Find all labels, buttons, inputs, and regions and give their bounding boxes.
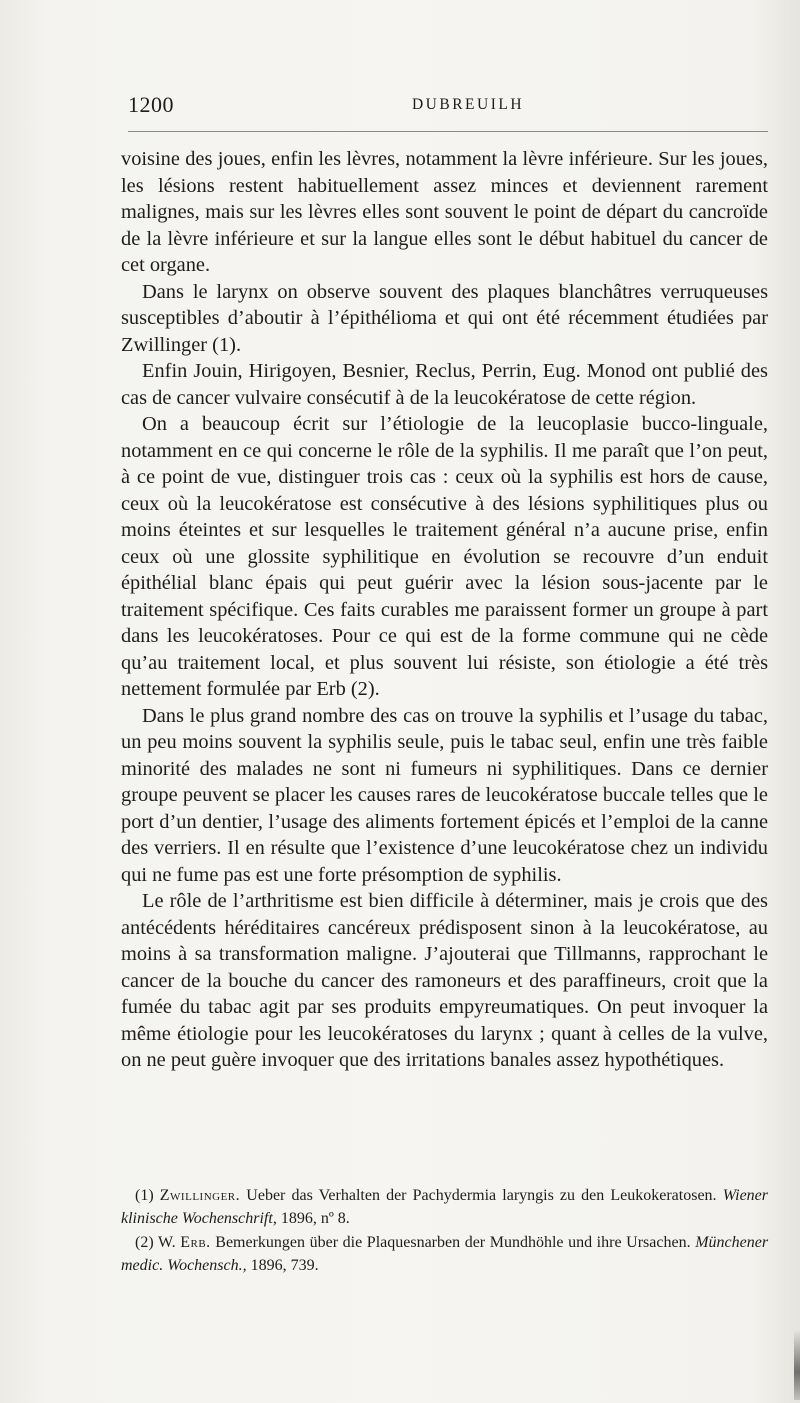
paragraph: voisine des joues, enfin les lèvres, notamment la lèvre inférieure. Sur les joues, les lésions restent habituellement assez minces et deviennent rarement malignes, mais sur les lèvres elles sont souvent le point de départ du cancroïde de la lèvre inférieure et sur la langue elles sont le début habituel du cancer de cet organe.	[121, 148, 768, 276]
page-header	[128, 92, 768, 122]
paragraph: Enfin Jouin, Hirigoyen, Besnier, Reclus, Perrin, Eug. Monod ont publié des cas de cancer vulvaire consécutif à de la leucokératose de cette région.	[121, 360, 768, 409]
footnote-marker: (2)	[135, 1234, 154, 1251]
page-number: 1200	[128, 92, 174, 117]
footnote-title: Ueber das Verhalten der Pachydermia laryngis zu den Leukokeratosen.	[246, 1187, 717, 1204]
footnotes	[121, 1184, 768, 1278]
footnote-journal: Wiener klinische Wochenschrift,	[121, 1187, 769, 1227]
footnote-title: Bemerkungen über die Plaquesnarben der Mundhöhle und ihre Ursachen.	[215, 1234, 691, 1251]
footnote	[121, 1231, 768, 1277]
running-head: DUBREUILH	[411, 96, 525, 113]
footnote-journal: Münchener medic. Wochensch.,	[121, 1234, 769, 1274]
paragraph: Dans le larynx on observe souvent des plaques blanchâtres verruqueuses susceptibles d’aboutir à l’épithélioma et qui ont été récemment étudiées par Zwillinger (1).	[121, 280, 768, 356]
footnote-marker: (1)	[135, 1187, 154, 1204]
main-text	[121, 146, 768, 1074]
footnote	[121, 1184, 768, 1230]
paragraph: Dans le plus grand nombre des cas on trouve la syphilis et l’usage du tabac, un peu moins souvent la syphilis seule, puis le tabac seul, enfin une très faible minorité des malades ne sont ni fumeurs ni syphilitiques. Dans ce dernier groupe peuvent se placer les causes rares de leucokératose buccale telles que le port d’un dentier, l’usage des aliments fortement épicés et l’emploi de la canne des verriers. Il en résulte que l’existence d’une leucokératose chez un individu qui ne fume pas est une forte présomption de syphilis.	[121, 704, 768, 886]
header-rule	[128, 131, 768, 132]
footnote-author: Erb.	[180, 1234, 211, 1251]
footnote-author: Zwillinger.	[159, 1187, 241, 1204]
footnote-author-initial: W.	[157, 1234, 176, 1251]
scan-edge-mark	[794, 1330, 800, 1400]
paragraph: On a beaucoup écrit sur l’étiologie de la leucoplasie bucco-linguale, notamment en ce qui concerne le rôle de la syphilis. Il me paraît que l’on peut, à ce point de vue, distinguer trois cas : ceux où la syphilis est hors de cause, ceux où la leucokératose est consécutive à des lésions syphilitiques plus ou moins éteintes et sur lesquelles le traitement général n’a aucune prise, enfin ceux où une glossite syphilitique en évolution se recouvre d’un enduit épithélial blanc épais qui peut guérir avec la lésion sous-jacente par le traitement spécifique. Ces faits curables me paraissent former un groupe à part dans les leucokératoses. Pour ce qui est de la forme commune qui ne cède qu’au traitement local, et plus souvent lui résiste, son étiologie a été très nettement formulée par Erb (2).	[121, 413, 768, 700]
paragraph: Le rôle de l’arthritisme est bien difficile à déterminer, mais je crois que des antécédents héréditaires cancéreux prédisposent sinon à la leucokératose, au moins à sa transformation maligne. J’ajouterai que Tillmanns, rapprochant le cancer de la bouche du cancer des ramoneurs et des paraffineurs, croit que la fumée du tabac agit par ses produits empyreumatiques. On peut invoquer la même étiologie pour les leucokératoses du larynx ; quant à celles de la vulve, on ne peut guère invoquer que des irritations banales assez hypothétiques.	[121, 890, 768, 1071]
footnote-reference: 1896, nº 8.	[280, 1210, 350, 1227]
footnote-reference: 1896, 739.	[250, 1257, 319, 1274]
